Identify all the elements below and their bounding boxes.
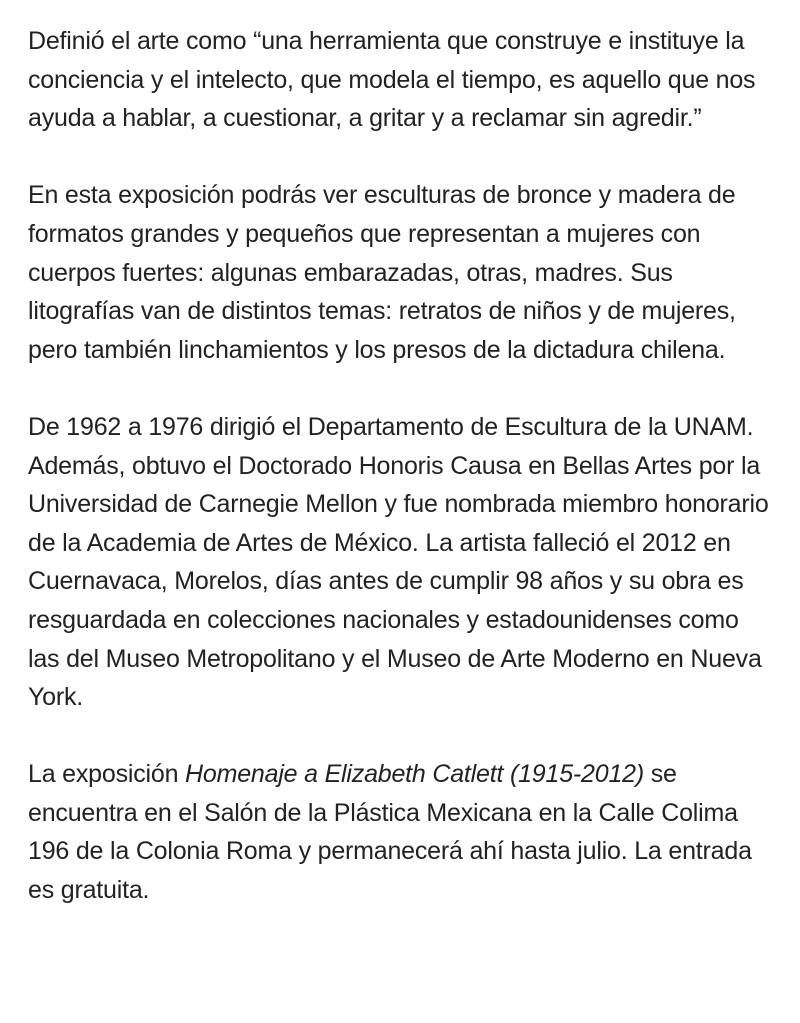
paragraph-exhibition-works: En esta exposición podrás ver esculturas de bronce y madera de formatos grandes y pequeños que representan a mujeres con cuerpos fuertes: algunas embarazadas, otras, madres. Sus litografías van de distintos temas: retratos de niños y de mujeres, pero también linchamientos y los presos de la dictadura chilena. — [28, 181, 736, 364]
exhibition-info-details: se encuentra en el Salón de la Plástica Mexicana en la Calle Colima 196 de la Colonia Roma y permanecerá ahí hasta julio. La entrada es gratuita. — [28, 760, 752, 905]
exhibition-title: Homenaje a Elizabeth Catlett (1915-2012) — [185, 760, 644, 789]
paragraph-art-definition: Definió el arte como “una herramienta que construye e instituye la conciencia y el intelecto, que modela el tiempo, es aquello que nos ayuda a hablar, a cuestionar, a gritar y a reclamar sin agredir.” — [28, 27, 756, 133]
paragraph-exhibition-info — [28, 755, 772, 909]
exhibition-info-intro: La exposición — [28, 760, 186, 789]
paragraph-biography: De 1962 a 1976 dirigió el Departamento de Escultura de la UNAM. Además, obtuvo el Doctorado Honoris Causa en Bellas Artes por la Universidad de Carnegie Mellon y fue nombrada miembro honorario de la Academia de Artes de México. La artista falleció el 2012 en Cuernavaca, Morelos, días antes de cumplir 98 años y su obra es resguardada en colecciones nacionales y estadounidenses como las del Museo Metropolitano y el Museo de Arte Moderno en Nueva York. — [28, 412, 769, 712]
